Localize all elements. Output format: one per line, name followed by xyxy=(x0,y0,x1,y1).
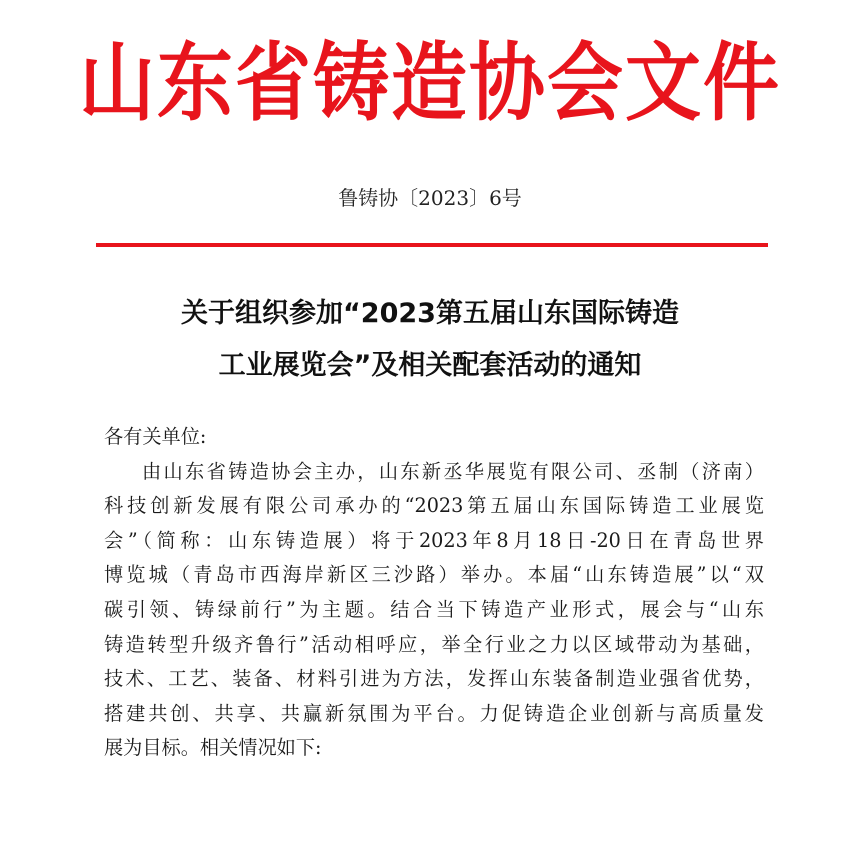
body-line: 由山东省铸造协会主办，山东新丞华展览有限公司、丞制（济南） xyxy=(142,459,764,483)
body-line: 碳引领、铸绿前行”为主题。结合当下铸造产业形式，展会与“山东 xyxy=(104,597,764,621)
body-line: 展为目标。相关情况如下: xyxy=(104,736,322,760)
body-line: 铸造转型升级齐鲁行”活动相呼应，举全行业之力以区域带动为基础， xyxy=(104,632,764,656)
body-line: 会”（简称：山东铸造展）将于2023年8月18日-20日在青岛世界 xyxy=(104,528,764,552)
notice-title-line-1: 关于组织参加“2023第五届山东国际铸造 xyxy=(181,298,679,329)
body-line: 技术、工艺、装备、材料引进为方法，发挥山东装备制造业强省优势， xyxy=(104,667,764,691)
body-line: 科技创新发展有限公司承办的“2023第五届山东国际铸造工业展览 xyxy=(104,494,764,518)
body-line: 博览城（青岛市西海岸新区三沙路）举办。本届“山东铸造展”以“双 xyxy=(104,563,764,587)
notice-title-line-2: 工业展览会”及相关配套活动的通知 xyxy=(218,350,642,381)
notice-title xyxy=(60,288,800,392)
red-divider-line xyxy=(96,243,768,247)
masthead-title: 山东省铸造协会文件 xyxy=(79,33,781,133)
body-line: 搭建共创、共享、共赢新氛围为平台。力促铸造企业创新与高质量发 xyxy=(104,701,764,725)
notice-body xyxy=(104,420,764,766)
salutation: 各有关单位: xyxy=(104,425,207,448)
document-number: 鲁铸协〔2023〕6号 xyxy=(338,186,522,210)
